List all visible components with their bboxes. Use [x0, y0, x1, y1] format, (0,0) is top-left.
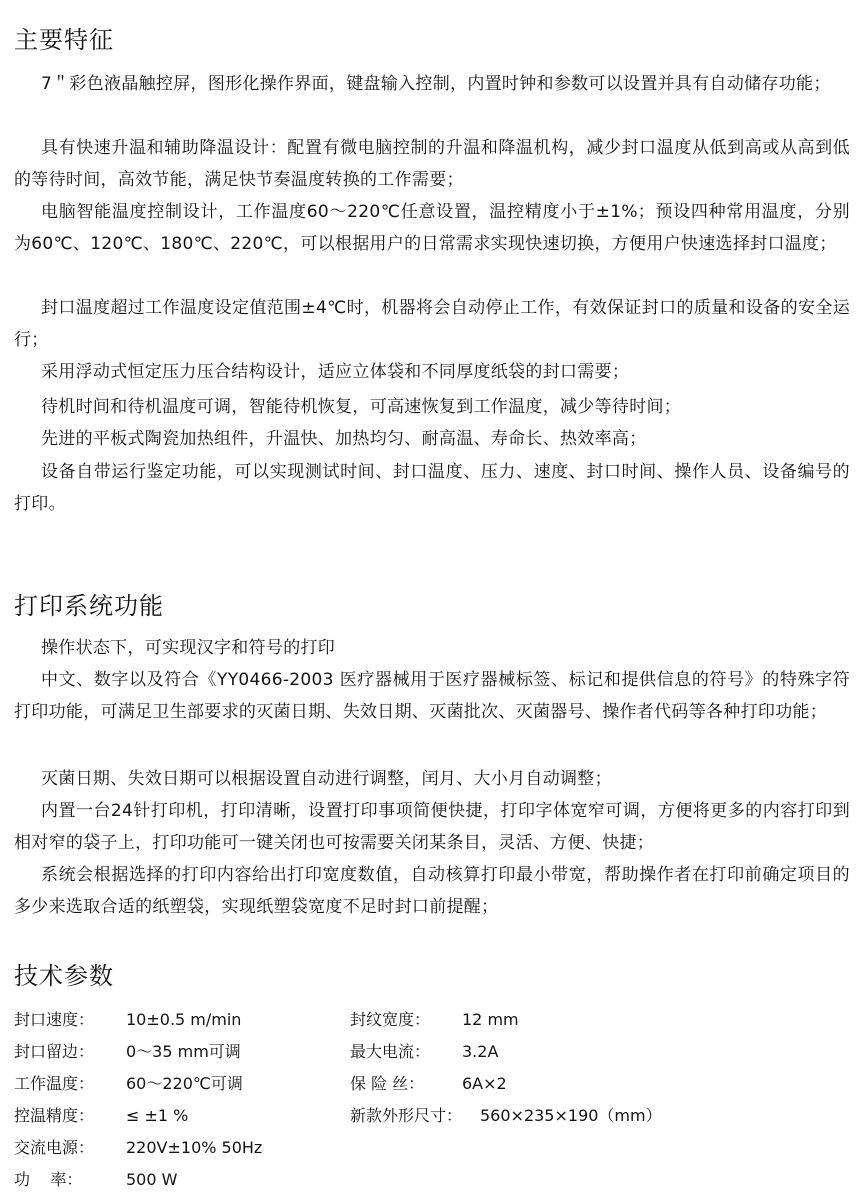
paragraph: 待机时间和待机温度可调，智能待机恢复，可高速恢复到工作温度，减少等待时间；: [41, 397, 682, 417]
spec-label: 功 率：: [14, 1170, 83, 1189]
paragraph: 设备自带运行鉴定功能，可以实现测试时间、封口温度、压力、速度、封口时间、操作人员、设备编号的打印。: [14, 462, 850, 514]
paragraph: 内置一台24针打印机，打印清晰，设置打印事项简便快捷，打印字体宽窄可调，方便将更多的内容打印到相对窄的袋子上，打印功能可一键关闭也可按需要关闭某条目，灵活、方便、快捷；: [14, 801, 850, 853]
spec-value: 500 W: [126, 1170, 178, 1189]
spec-label: 保 险 丝：: [350, 1074, 425, 1093]
spec-label: 最大电流：: [350, 1042, 431, 1061]
spec-value: 6A×2: [462, 1074, 507, 1093]
section-title-main-features: 主要特征: [14, 26, 114, 54]
paragraph: 操作状态下，可实现汉字和符号的打印: [41, 638, 336, 658]
spec-label: 新款外形尺寸：: [350, 1106, 463, 1125]
spec-label: 封口留边：: [14, 1042, 95, 1061]
spec-label: 工作温度：: [14, 1074, 95, 1093]
spec-value: 60～220℃可调: [126, 1074, 243, 1093]
spec-value: 560×235×190（mm）: [480, 1106, 662, 1125]
section-title-specs: 技术参数: [14, 962, 114, 990]
section-title-print-system: 打印系统功能: [14, 592, 164, 620]
paragraph: 灭菌日期、失效日期可以根据设置自动进行调整，闰月、大小月自动调整；: [41, 769, 612, 789]
paragraph: 电脑智能温度控制设计，工作温度60～220℃任意设置，温控精度小于±1%；预设四种常用温度，分别为60℃、120℃、180℃、220℃，可以根据用户的日常需求实现快速切换，方便用户快速选择封口温度；: [14, 202, 850, 254]
paragraph: 具有快速升温和辅助降温设计：配置有微电脑控制的升温和降温机构，减少封口温度从低到高或从高到低的等待时间，高效节能，满足快节奏温度转换的工作需要；: [14, 138, 850, 190]
paragraph: 系统会根据选择的打印内容给出打印宽度数值，自动核算打印最小带宽，帮助操作者在打印前确定项目的多少来选取合适的纸塑袋，实现纸塑袋宽度不足时封口前提醒；: [14, 865, 850, 917]
paragraph: 中文、数字以及符合《YY0466-2003 医疗器械用于医疗器械标签、标记和提供信息的符号》的特殊字符打印功能，可满足卫生部要求的灭菌日期、失效日期、灭菌批次、灭菌器号、操作者代码等各种打印功能；: [14, 670, 850, 722]
spec-value: 220V±10% 50Hz: [126, 1138, 263, 1157]
paragraph: 采用浮动式恒定压力压合结构设计，适应立体袋和不同厚度纸袋的封口需要；: [41, 362, 630, 382]
paragraph: 先进的平板式陶瓷加热组件，升温快、加热均匀、耐高温、寿命长、热效率高；: [41, 429, 647, 449]
spec-value: 12 mm: [462, 1010, 519, 1029]
spec-label: 封口速度：: [14, 1010, 95, 1029]
spec-value: 3.2A: [462, 1042, 499, 1061]
spec-label: 交流电源：: [14, 1138, 95, 1157]
spec-label: 控温精度：: [14, 1106, 95, 1125]
paragraph: 7＂彩色液晶触控屏，图形化操作界面，键盘输入控制，内置时钟和参数可以设置并具有自动储存功能；: [41, 74, 831, 94]
spec-value: 10±0.5 m/min: [126, 1010, 242, 1029]
spec-label: 封纹宽度：: [350, 1010, 431, 1029]
spec-value: ≤ ±1 %: [126, 1106, 189, 1125]
paragraph: 封口温度超过工作温度设定值范围±4℃时，机器将会自动停止工作，有效保证封口的质量和设备的安全运行；: [14, 298, 850, 350]
spec-value: 0～35 mm可调: [126, 1042, 241, 1061]
